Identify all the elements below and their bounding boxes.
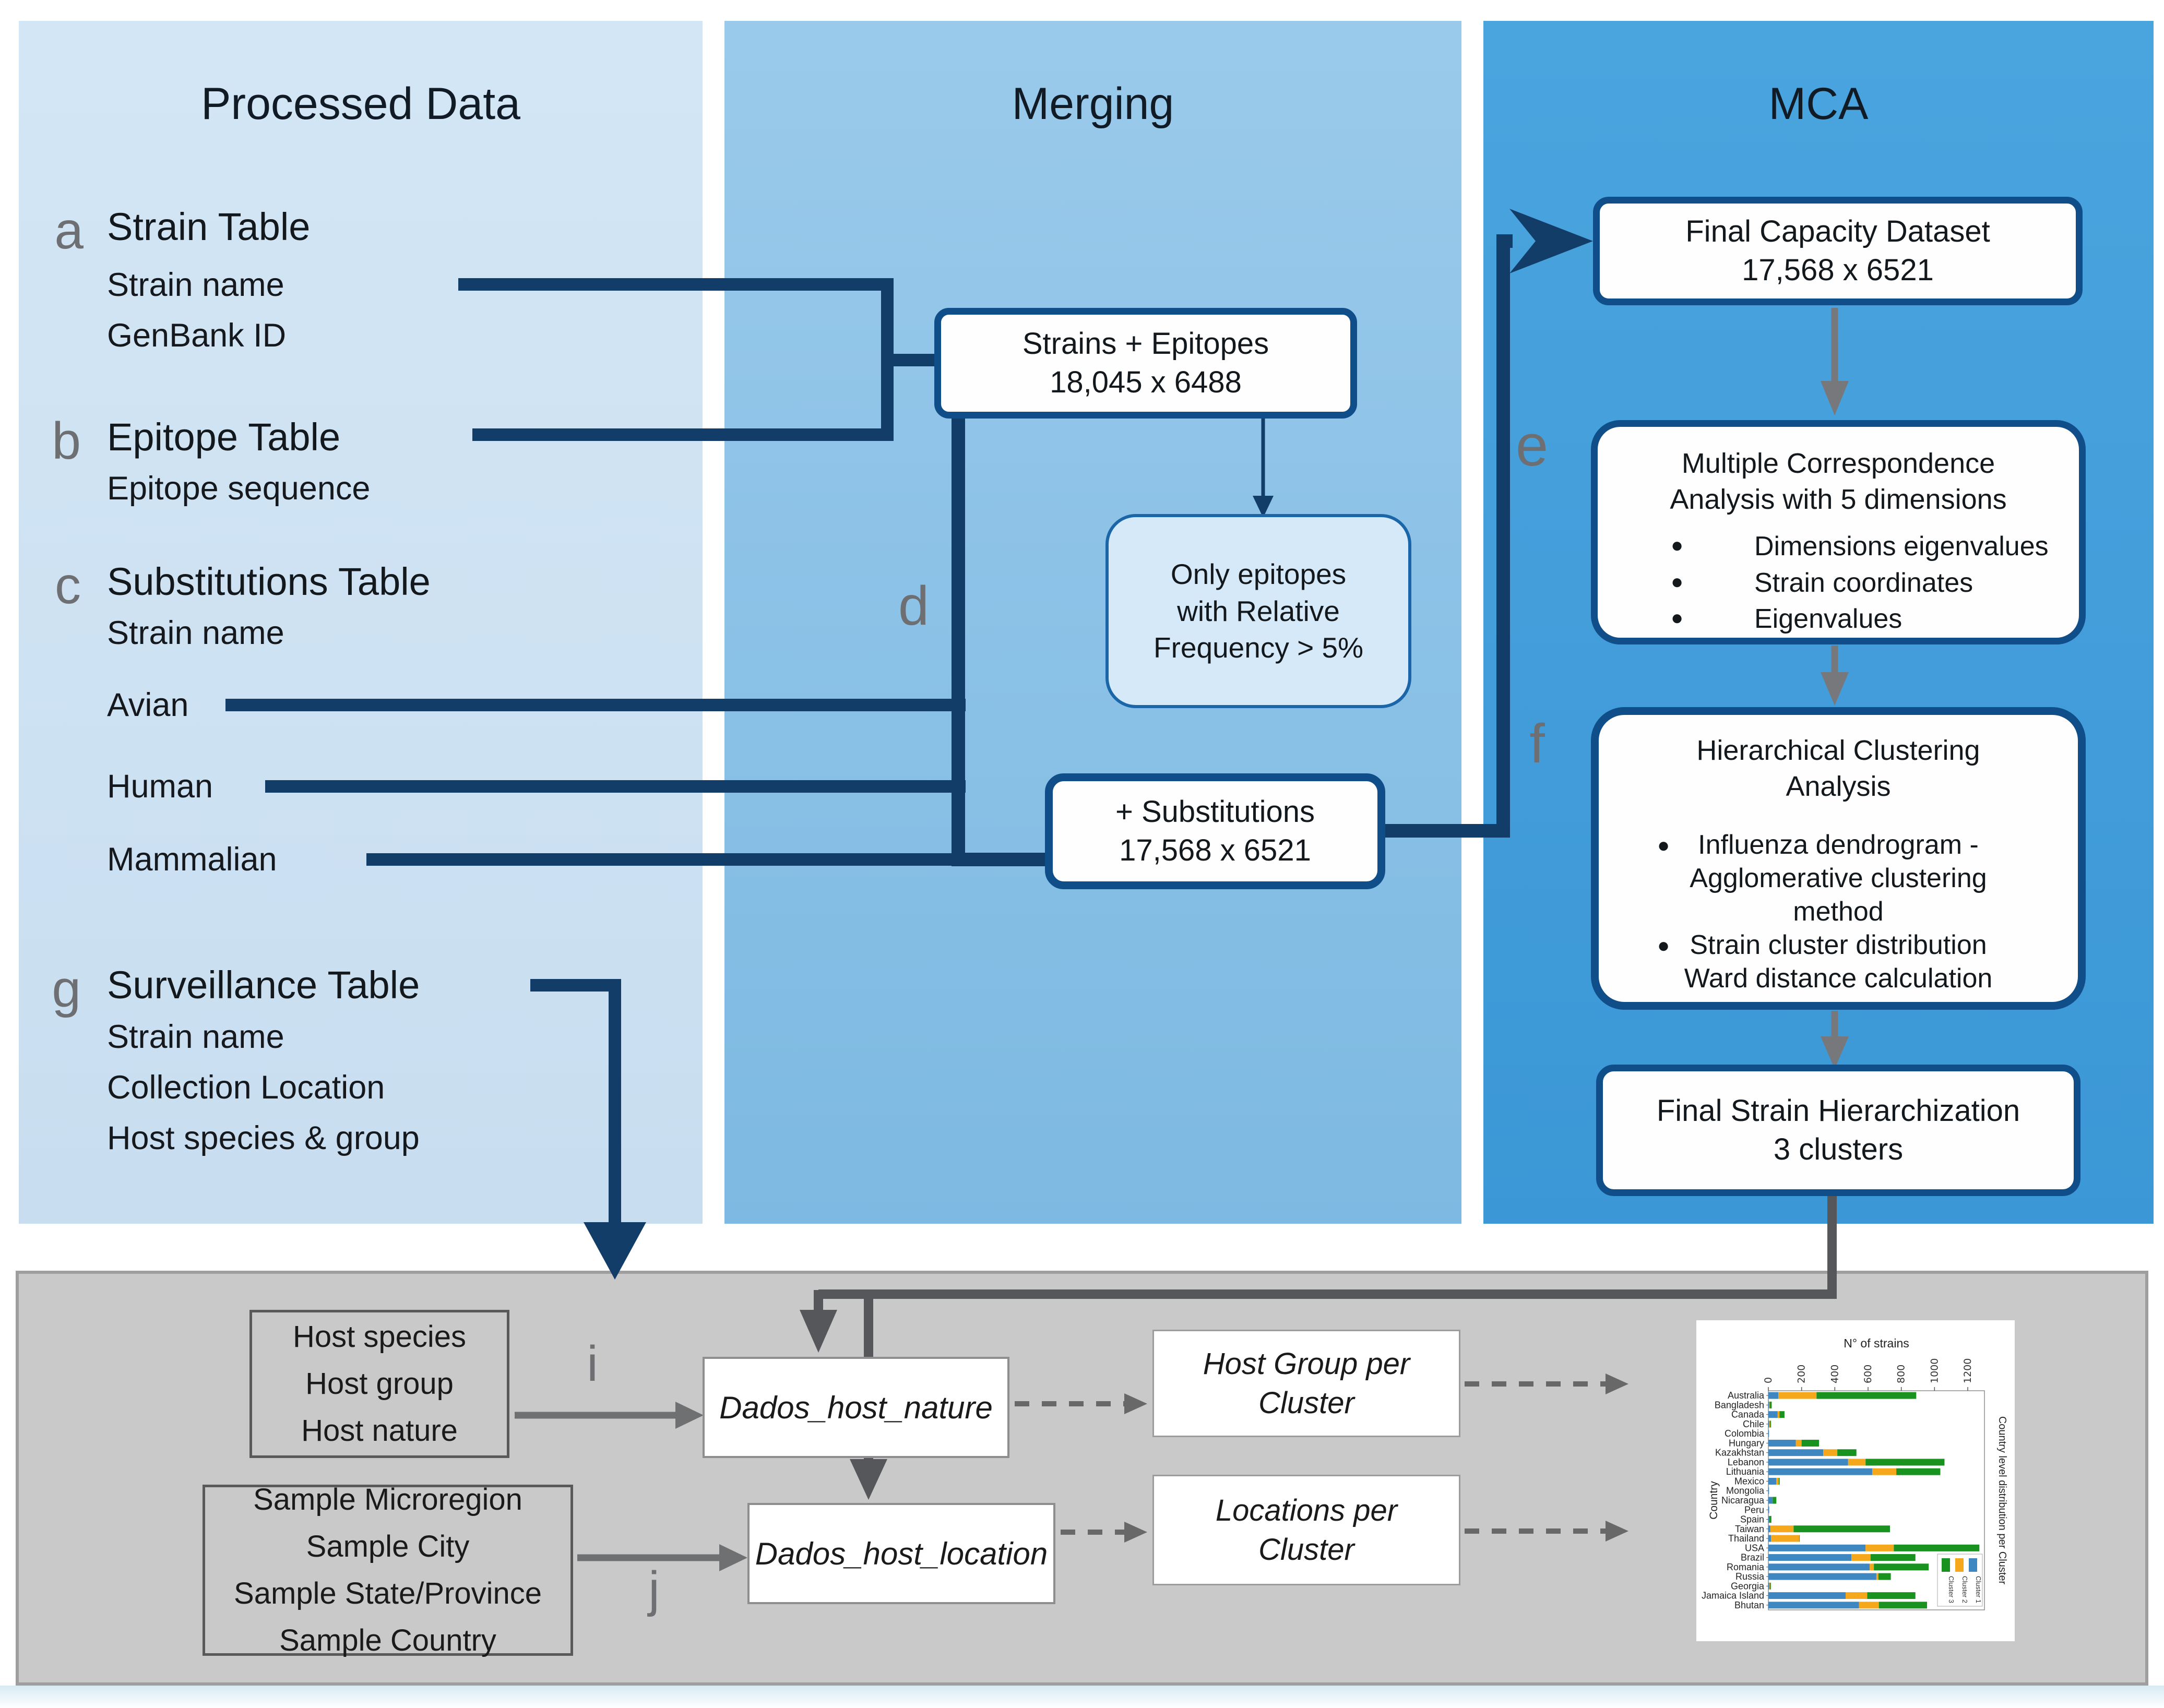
- hca-bullet-text: Ward distance calculation: [1684, 963, 1993, 994]
- dados-host-location-box: [747, 1503, 1055, 1604]
- chart-bar-segment: [1846, 1592, 1867, 1599]
- mca-bullet-text: Dimensions eigenvalues: [1754, 531, 2049, 562]
- chart-country-label: Canada: [1731, 1409, 1764, 1420]
- chart-bar-segment: [1896, 1468, 1940, 1475]
- cluster-distribution-chart: [1696, 1320, 2015, 1641]
- chart-bar-segment: [1768, 1487, 1769, 1494]
- host-group-line2: Cluster: [1258, 1386, 1354, 1420]
- nature-to-hostgroup-arrowhead: [1124, 1393, 1147, 1414]
- final-capacity-line1: Final Capacity Dataset: [1685, 214, 1990, 248]
- chart-tick-label: 0: [1763, 1377, 1774, 1383]
- chart-legend-label: Cluster 3: [1947, 1576, 1955, 1604]
- arrowhead-hca-to-final: [1821, 1036, 1849, 1069]
- hca-bullet-text: Strain cluster distribution: [1690, 930, 1987, 961]
- chart-legend-swatch: [1969, 1558, 1977, 1572]
- chart-country-label: Jamaica Island: [1701, 1590, 1764, 1601]
- dados-host-nature-label: Dados_host_nature: [719, 1390, 993, 1425]
- mca-bullet-text: Eigenvalues: [1754, 604, 1903, 635]
- chart-bar-segment: [1770, 1402, 1772, 1408]
- chart-bar-segment: [1867, 1592, 1915, 1599]
- chart-bar-segment: [1768, 1402, 1769, 1408]
- label-d: d: [898, 575, 929, 637]
- host-human: Human: [107, 768, 213, 805]
- label-f: f: [1529, 713, 1545, 774]
- dados-host-nature-box: [703, 1357, 1009, 1458]
- chart-country-label: Mongolia: [1726, 1485, 1764, 1496]
- chart-bar-segment: [1870, 1563, 1874, 1570]
- chart-tick-label: 400: [1829, 1364, 1841, 1383]
- chart-tick-label: 1200: [1962, 1358, 1973, 1383]
- host-group-per-cluster-box: [1152, 1330, 1460, 1437]
- strain-field: GenBank ID: [107, 317, 287, 354]
- mca-title-line2: Analysis with 5 dimensions: [1670, 484, 2007, 516]
- label-j: j: [648, 1561, 660, 1617]
- chart-country-label: Kazakhstan: [1715, 1447, 1764, 1458]
- strains-epitopes-line2: 18,045 x 6488: [1050, 365, 1242, 399]
- chart-bar-segment: [1876, 1573, 1878, 1580]
- chart-tick-label: 200: [1796, 1364, 1808, 1383]
- chart-bar-segment: [1768, 1525, 1770, 1532]
- mca-bullet: [1598, 565, 2079, 602]
- j-arrowhead: [719, 1544, 747, 1571]
- chart-bar-segment: [1872, 1468, 1896, 1475]
- chart-bar-segment: [1768, 1420, 1769, 1427]
- chart-legend-label: Cluster 2: [1961, 1576, 1969, 1604]
- hostgroup-to-chart-arrowhead: [1606, 1373, 1628, 1394]
- chart-country-label: Lithuania: [1726, 1466, 1764, 1477]
- chart-bar-segment: [1768, 1592, 1846, 1599]
- chart-country-label: Australia: [1727, 1390, 1764, 1401]
- strain-field: Strain name: [107, 267, 284, 303]
- label-g: g: [52, 960, 81, 1018]
- chart-bar-segment: [1768, 1516, 1769, 1523]
- chart-bar-segment: [1796, 1440, 1802, 1447]
- bracket-strain-epitope-line: [458, 284, 887, 435]
- chart-bar-segment: [1859, 1602, 1878, 1608]
- chart-bar-segment: [1768, 1459, 1848, 1465]
- mca-analysis-box: [1591, 420, 2086, 644]
- substitutions-line1: + Substitutions: [1115, 794, 1315, 829]
- chart-bar-segment: [1848, 1459, 1865, 1465]
- chart-country-label: Georgia: [1730, 1581, 1764, 1592]
- chart-bar-segment: [1768, 1430, 1769, 1437]
- label-b: b: [52, 412, 81, 470]
- arrowhead-mca-to-hca: [1821, 672, 1849, 706]
- chart-bar-segment: [1770, 1525, 1794, 1532]
- hca-bullet-text: method: [1793, 897, 1884, 927]
- hca-title-line2: Analysis: [1786, 771, 1891, 803]
- epitope-table-title: Epitope Table: [107, 415, 341, 459]
- filter-line3: Frequency > 5%: [1153, 631, 1364, 664]
- header-merging: Merging: [1012, 79, 1174, 129]
- chart-bar-segment: [1768, 1411, 1778, 1418]
- chart-country-label: Lebanon: [1727, 1456, 1764, 1467]
- chart-tick-label: 1000: [1929, 1358, 1941, 1383]
- chart-tick-label: 800: [1895, 1364, 1907, 1383]
- locations-line2: Cluster: [1258, 1533, 1354, 1567]
- substitutions-box: [1045, 773, 1385, 889]
- mca-title-line1: Multiple Correspondence: [1681, 448, 1995, 479]
- host-box-line: Host nature: [301, 1413, 458, 1448]
- host-box-line: Host species: [292, 1320, 467, 1354]
- chart-bar-segment: [1773, 1497, 1776, 1504]
- label-e: e: [1515, 413, 1549, 478]
- bullet-icon: ●: [1657, 934, 1670, 958]
- mca-bullet: [1598, 601, 2079, 638]
- chart-bar-segment: [1770, 1420, 1771, 1427]
- mca-bullet-text: Strain coordinates: [1754, 567, 1973, 598]
- chart-bar-segment: [1865, 1545, 1894, 1551]
- chart-bar-segment: [1768, 1583, 1769, 1590]
- chart-bar-segment: [1769, 1420, 1770, 1427]
- chart-bar-segment: [1779, 1478, 1780, 1485]
- chart-country-label: Peru: [1744, 1504, 1764, 1515]
- chart-bar-segment: [1879, 1602, 1927, 1608]
- locations-per-cluster-box: [1152, 1475, 1460, 1585]
- chart-country-label: Russia: [1735, 1571, 1764, 1582]
- substitutions-field: Strain name: [107, 615, 284, 651]
- chart-country-label: Spain: [1740, 1514, 1764, 1525]
- chart-bar-segment: [1770, 1583, 1771, 1590]
- chart-legend-swatch: [1955, 1558, 1964, 1572]
- surveillance-arrowhead: [584, 1222, 646, 1280]
- drop-to-location-arrowhead: [850, 1459, 887, 1500]
- chart-bar-segment: [1878, 1573, 1891, 1580]
- chart-bar-segment: [1793, 1525, 1890, 1532]
- chart-bar-segment: [1768, 1545, 1865, 1551]
- host-box-line: Host group: [305, 1367, 454, 1401]
- chart-bar-segment: [1769, 1583, 1770, 1590]
- host-group-line1: Host Group per: [1203, 1346, 1410, 1381]
- chart-bar-segment: [1768, 1392, 1778, 1399]
- hca-bullet: [1599, 929, 2078, 962]
- strain-table-title: Strain Table: [107, 205, 311, 248]
- locations-line1: Locations per: [1215, 1493, 1398, 1527]
- sample-attributes-box: [203, 1485, 573, 1656]
- final-strain-line2: 3 clusters: [1773, 1132, 1904, 1166]
- chart-country-label: Bhutan: [1734, 1599, 1764, 1610]
- final-capacity-box: [1593, 197, 2083, 305]
- sample-box-line: Sample Microregion: [253, 1483, 522, 1517]
- locations-to-chart-arrowhead: [1606, 1521, 1628, 1542]
- chart-country-label: Romania: [1726, 1561, 1764, 1572]
- hca-bullet-text: Agglomerative clustering: [1690, 863, 1987, 894]
- sample-box-line: Sample Country: [279, 1623, 496, 1657]
- sample-box-line: Sample City: [306, 1530, 470, 1564]
- chart-bar-segment: [1816, 1392, 1916, 1399]
- chart-legend-label: Cluster 1: [1975, 1576, 1982, 1604]
- dados-host-location-label: Dados_host_location: [755, 1536, 1048, 1571]
- host-attributes-box: [249, 1310, 509, 1458]
- chart-bar-segment: [1769, 1516, 1771, 1523]
- chart-bar-segment: [1768, 1563, 1870, 1570]
- sample-box-line: Sample State/Province: [234, 1576, 542, 1610]
- location-to-locations-arrowhead: [1124, 1522, 1147, 1543]
- chart-bar-segment: [1771, 1535, 1799, 1542]
- chart-bar-segment: [1768, 1573, 1876, 1580]
- chart-country-label: Brazil: [1740, 1552, 1764, 1563]
- chart-bar-segment: [1851, 1554, 1871, 1561]
- header-processed-data: Processed Data: [201, 79, 520, 129]
- strains-epitopes-line1: Strains + Epitopes: [1022, 326, 1269, 361]
- chart-ylabel: Country: [1708, 1481, 1720, 1520]
- mca-bullet: [1598, 529, 2079, 565]
- surveillance-table-title: Surveillance Table: [107, 963, 420, 1007]
- substitutions-line2: 17,568 x 6521: [1119, 833, 1311, 867]
- i-arrowhead: [675, 1402, 704, 1429]
- chart-legend-swatch: [1942, 1558, 1950, 1572]
- chart-bar-segment: [1894, 1545, 1979, 1551]
- chart-bar-segment: [1776, 1478, 1778, 1485]
- mca-input-arrowhead: [1509, 209, 1593, 273]
- chart-right-title: Country level distribution per Cluster: [1996, 1416, 2008, 1585]
- chart-bar-segment: [1778, 1411, 1780, 1418]
- chart-country-label: USA: [1744, 1543, 1764, 1554]
- chart-bar-segment: [1837, 1449, 1857, 1456]
- surveillance-line: [530, 985, 615, 1225]
- chart-bar-segment: [1769, 1402, 1770, 1408]
- chart-bar-segment: [1768, 1440, 1796, 1447]
- arrowhead-capacity-to-mca: [1821, 381, 1849, 415]
- filter-line1: Only epitopes: [1170, 558, 1347, 591]
- header-mca: MCA: [1768, 79, 1869, 129]
- d-connector-line: [958, 416, 1049, 859]
- chart-bar-segment: [1871, 1554, 1916, 1561]
- chart-country-label: Colombia: [1724, 1428, 1764, 1439]
- chart-bar-segment: [1778, 1392, 1816, 1399]
- chart-bar-segment: [1874, 1563, 1929, 1570]
- final-strain-box: [1596, 1065, 2080, 1196]
- chart-country-label: Nicaragua: [1721, 1495, 1764, 1506]
- strains-epitopes-box: [934, 308, 1357, 419]
- hca-title-line1: Hierarchical Clustering: [1696, 735, 1980, 766]
- chart-bar-segment: [1768, 1602, 1859, 1608]
- chart-tick-label: 600: [1862, 1364, 1874, 1383]
- chart-bar-segment: [1768, 1554, 1851, 1561]
- chart-country-label: Thailand: [1728, 1533, 1764, 1544]
- final-capacity-line2: 17,568 x 6521: [1742, 253, 1934, 287]
- epitope-filter-box: [1105, 514, 1411, 708]
- chart-bar-segment: [1865, 1459, 1944, 1465]
- substitutions-table-title: Substitutions Table: [107, 560, 431, 603]
- bullet-icon: ●: [1657, 834, 1670, 857]
- chart-bar-segment: [1799, 1535, 1800, 1542]
- bullet-icon: ●: [1671, 606, 1684, 630]
- chart-bar-segment: [1768, 1507, 1769, 1513]
- chart-xlabel: N° of strains: [1844, 1336, 1909, 1350]
- label-a: a: [54, 201, 84, 260]
- bullet-icon: ●: [1671, 533, 1684, 557]
- chart-bar-segment: [1779, 1411, 1785, 1418]
- chart-country-label: Mexico: [1734, 1476, 1764, 1487]
- chart-country-label: Bangladesh: [1714, 1400, 1764, 1411]
- bullet-icon: ●: [1671, 570, 1684, 593]
- hca-bullet-text: Influenza dendrogram -: [1698, 830, 1979, 861]
- label-i: i: [587, 1336, 598, 1392]
- chart-country-label: Taiwan: [1734, 1523, 1764, 1534]
- chart-bar-segment: [1802, 1440, 1819, 1447]
- hca-box: [1591, 707, 2086, 1010]
- filter-line2: with Relative: [1177, 594, 1340, 627]
- chart-country-label: Hungary: [1728, 1438, 1764, 1449]
- host-avian: Avian: [107, 687, 189, 723]
- surveillance-field: Host species & group: [107, 1120, 420, 1156]
- chart-country-label: Chile: [1742, 1418, 1764, 1429]
- chart-bar-segment: [1768, 1478, 1776, 1485]
- host-mammalian: Mammalian: [107, 841, 277, 878]
- chart-bar-segment: [1823, 1449, 1837, 1456]
- chart-bar-segment: [1768, 1449, 1823, 1456]
- final-to-bottom-connector: [818, 1196, 1832, 1294]
- drop-to-nature-arrowhead: [800, 1310, 837, 1353]
- epitope-field: Epitope sequence: [107, 470, 371, 507]
- surveillance-field: Strain name: [107, 1019, 284, 1055]
- chart-bar-segment: [1768, 1535, 1771, 1542]
- chart-bar-segment: [1768, 1468, 1872, 1475]
- surveillance-field: Collection Location: [107, 1069, 385, 1106]
- chart-bar-segment: [1768, 1497, 1773, 1504]
- hca-bullet: [1599, 829, 2078, 862]
- label-c: c: [55, 556, 81, 615]
- final-strain-line1: Final Strain Hierarchization: [1656, 1093, 2020, 1128]
